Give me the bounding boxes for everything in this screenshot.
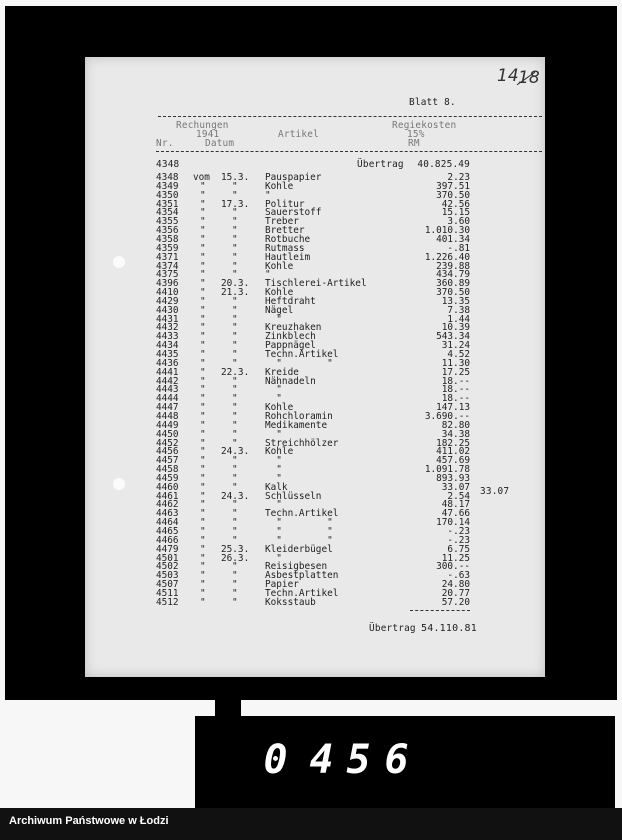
row-article: Treber [265,216,299,228]
row-article: Kohle [265,402,294,414]
row-amount: 11.25 [441,552,470,564]
film-digit: 0 [263,737,288,783]
row-nr: 4501 [156,552,179,564]
table-row [0,182,622,191]
row-nr: 4442 [156,375,179,387]
row-vom: " [200,402,206,414]
row-article: Pauspapier [265,172,322,183]
row-vom: " [200,375,206,387]
row-nr: 4375 [156,269,179,281]
row-vom: " [200,428,206,440]
row-date: " [232,189,238,201]
table-row [0,235,622,244]
row-amount: 34.38 [441,428,470,440]
table-row [0,253,622,262]
row-amount: 17.25 [441,366,470,378]
row-article: " [265,552,282,564]
film-digit: 6 [384,737,409,783]
row-article: Koksstaub [265,596,316,608]
row-date: " [232,340,238,352]
row-nr: 4458 [156,464,179,476]
table-row [0,456,622,465]
row-nr: 4460 [156,481,179,493]
row-article: Tischlerei-Artikel [265,278,367,290]
row-nr: 4351 [156,198,179,210]
table-row [0,598,622,607]
row-vom: " [200,490,206,502]
row-nr: 4410 [156,287,179,299]
row-article: Kreide [265,366,299,378]
table-row [0,279,622,288]
row-amount: 360.89 [436,278,470,290]
row-date: " [232,242,238,254]
carry-in-label: Übertrag [357,159,404,170]
row-article: Pappnägel [265,340,316,352]
row-date: " [232,349,238,360]
row-amount: 147.13 [436,402,470,414]
row-nr: 4450 [156,428,179,440]
row-vom: " [200,278,206,290]
row-date: " [232,472,238,484]
header-year: 1941 [196,129,220,140]
row-vom: " [200,189,206,201]
row-amount: 6.75 [447,543,470,555]
row-nr: 4449 [156,419,179,431]
row-date: " [232,322,238,334]
row-vom: " [200,526,206,537]
row-nr: 4434 [156,340,179,352]
row-amount: 33.07 [441,481,470,493]
table-row [0,474,622,483]
row-amount: 182.25 [436,437,470,449]
row-amount: 18.-- [441,375,470,387]
row-nr: 4452 [156,437,179,449]
row-nr: 4507 [156,579,179,591]
row-vom: " [200,587,206,599]
table-row [0,394,622,403]
row-article: Medikamente [265,419,328,431]
film-notch [215,700,241,716]
sum-rule [410,610,470,611]
row-nr: 4464 [156,517,179,529]
row-article: " " [265,534,333,546]
row-amount: -.81 [447,242,470,254]
row-article: Bretter [265,225,305,237]
row-nr: 4371 [156,251,179,263]
row-vom: " [200,216,206,228]
row-article: Streichhölzer [265,437,339,449]
row-date: " [232,402,238,414]
row-nr: 4432 [156,322,179,334]
row-date: " [232,357,238,369]
row-nr: 4374 [156,260,179,272]
table-row [0,545,622,554]
row-article: " [265,499,282,511]
row-vom: " [200,410,206,422]
row-article: " " [265,526,333,537]
row-amount: 18.-- [441,393,470,405]
row-article: Kohle [265,180,294,192]
row-date: " [232,481,238,493]
row-amount: 82.80 [441,419,470,431]
row-vom: " [200,472,206,484]
row-date: " [232,534,238,546]
row-article: Techn.Artikel [265,508,339,520]
row-amount: 18.-- [441,384,470,396]
row-vom: " [200,481,206,493]
table-row [0,447,622,456]
row-article: " [265,464,282,476]
row-nr: 4354 [156,207,179,219]
row-article: Techn.Artikel [265,587,339,599]
row-amount: 3.690.-- [424,410,470,422]
table-row [0,173,622,182]
row-nr: 4461 [156,490,179,502]
row-amount: 401.34 [436,233,470,245]
row-article: Schlüsseln [265,490,322,502]
row-amount: 1.44 [447,313,470,325]
row-nr: 4396 [156,278,179,290]
row-date: " [232,313,238,325]
row-vom: " [200,543,206,555]
row-nr: 4355 [156,216,179,228]
row-amount: 11.30 [441,357,470,369]
folio-number: 14 [497,66,519,86]
row-date: " [232,225,238,237]
row-date: " [232,410,238,422]
row-date: " [232,269,238,281]
row-vom: " [200,552,206,564]
row-vom: " [200,269,206,281]
row-article: " [265,393,282,405]
row-vom: " [200,322,206,334]
row-article: " [265,189,271,201]
table-row [0,297,622,306]
carry-out-amount: 54.110.81 [421,623,477,634]
side-note: 33.07 [480,486,510,497]
carry-in-amount: 40.825.49 [417,159,470,170]
table-row [0,306,622,315]
row-date: 24.3. [221,446,250,458]
table-row [0,421,622,430]
row-article: Rohchloramin [265,410,333,422]
row-nr: 4349 [156,180,179,192]
row-nr: 4456 [156,446,179,458]
row-date: " [232,587,238,599]
row-article: Kohle [265,446,294,458]
row-amount: 15.15 [441,207,470,219]
row-nr: 4435 [156,349,179,360]
row-vom: " [200,251,206,263]
row-article: Kreuzhaken [265,322,322,334]
row-date: 26.3. [221,552,250,564]
row-amount: 411.02 [436,446,470,458]
header-regiekosten: Regiekosten [392,120,457,131]
row-amount: 434.79 [436,269,470,281]
table-row [0,217,622,226]
row-vom: " [200,437,206,449]
table-row [0,439,622,448]
row-vom: " [200,331,206,343]
row-vom: " [200,366,206,378]
table-row [0,465,622,474]
row-vom: " [200,384,206,396]
row-amount: 1.010.30 [424,225,470,237]
row-date: " [232,304,238,316]
header-datum: Datum [205,138,235,149]
row-date: " [232,375,238,387]
row-nr: 4457 [156,455,179,467]
row-nr: 4358 [156,233,179,245]
row-article: Heftdraht [265,295,316,307]
row-article: Politur [265,198,305,210]
row-vom: " [200,570,206,582]
row-date: 22.3. [221,366,250,378]
row-vom: " [200,340,206,352]
row-amount: 2.54 [447,490,470,502]
row-date: " [232,437,238,449]
row-article: " [265,313,282,325]
row-date: " [232,596,238,608]
row-article: Techn.Artikel [265,349,339,360]
row-amount: 42.56 [441,198,470,210]
table-row [0,492,622,501]
table-row [0,385,622,394]
folio-number-struck: 18 [518,68,540,88]
row-nr: 4443 [156,384,179,396]
row-amount: -.63 [447,570,470,582]
row-amount: 300.-- [436,561,470,573]
row-amount: 48.17 [441,499,470,511]
row-date: " [232,508,238,520]
header-rechnungen: Rechungen [176,120,229,131]
row-vom: " [200,499,206,511]
row-amount: 7.38 [447,304,470,316]
row-date: 21.3. [221,287,250,299]
row-vom: " [200,561,206,573]
row-nr: 4511 [156,587,179,599]
row-date: 20.3. [221,278,250,290]
row-vom: " [200,260,206,272]
row-amount: 13.35 [441,295,470,307]
row-date: 17.3. [221,198,250,210]
row-vom: " [200,287,206,299]
row-date: " [232,260,238,272]
row-amount: 1.226.40 [424,251,470,263]
row-article: Kohle [265,260,294,272]
row-article: " [265,269,271,281]
row-vom: " [200,455,206,467]
row-date: 25.3. [221,543,250,555]
row-date: " [232,526,238,537]
row-vom: " [200,393,206,405]
header-percent: 15% [407,129,425,140]
row-nr: 4356 [156,225,179,237]
row-date: " [232,517,238,529]
row-amount: 893.93 [436,472,470,484]
row-article: Asbestplatten [265,570,339,582]
row-nr: 4429 [156,295,179,307]
blatt-label: Blatt 8. [409,97,456,108]
row-article: Kleiderbügel [265,543,333,555]
row-amount: 457.69 [436,455,470,467]
row-nr: 4503 [156,570,179,582]
row-nr: 4463 [156,508,179,520]
row-nr: 4465 [156,526,179,537]
row-nr: 4448 [156,410,179,422]
row-article: Rutmass [265,242,305,254]
row-date: " [232,207,238,219]
row-article: Nägel [265,304,294,316]
row-vom: " [200,304,206,316]
row-date: " [232,251,238,263]
row-date: " [232,384,238,396]
row-vom: " [200,596,206,608]
header-rule-top [158,116,542,117]
table-row [0,244,622,253]
carry-in-nr: 4348 [156,159,180,170]
table-row [0,359,622,368]
table-row [0,571,622,580]
row-vom: " [200,508,206,520]
row-nr: 4359 [156,242,179,254]
table-row [0,191,622,200]
row-nr: 4430 [156,304,179,316]
row-article: " " [265,357,333,369]
row-nr: 4444 [156,393,179,405]
row-article: Rotbuche [265,233,311,245]
carry-out-label: Übertrag [369,623,416,634]
table-row [0,262,622,271]
header-nr: Nr. [156,138,174,149]
row-article: Zinkblech [265,331,316,343]
row-nr: 4502 [156,561,179,573]
row-article: Sauerstoff [265,207,322,219]
row-date: " [232,331,238,343]
row-date: " [232,180,238,192]
row-nr: 4512 [156,596,179,608]
row-amount: 10.39 [441,322,470,334]
row-nr: 4462 [156,499,179,511]
row-nr: 4348 [156,172,179,183]
film-digit: 4 [309,737,334,783]
row-vom: vom [193,172,210,183]
row-vom: " [200,446,206,458]
row-date: " [232,428,238,440]
row-date: " [232,561,238,573]
header-rm: RM [408,138,420,149]
row-amount: 57.20 [441,596,470,608]
row-amount: 239.88 [436,260,470,272]
row-vom: " [200,233,206,245]
film-gap [0,700,622,716]
row-date: 24.3. [221,490,250,502]
row-article: Kalk [265,481,288,493]
row-article: " [265,472,282,484]
table-row [0,226,622,235]
row-article: Kohle [265,287,294,299]
row-article: " [265,428,282,440]
table-row [0,208,622,217]
row-vom: " [200,295,206,307]
row-date: " [232,295,238,307]
row-nr: 4447 [156,402,179,414]
header-artikel: Artikel [278,129,319,140]
row-nr: 4441 [156,366,179,378]
row-nr: 4436 [156,357,179,369]
row-article: " [265,455,282,467]
row-amount: 397.51 [436,180,470,192]
row-amount: 2.23 [447,172,470,183]
row-date: " [232,419,238,431]
row-date: " [232,455,238,467]
row-vom: " [200,357,206,369]
row-date: " [232,216,238,228]
film-digit: 5 [346,737,371,783]
row-amount: 3.60 [447,216,470,228]
header-rule-bottom [156,151,542,152]
row-nr: 4479 [156,543,179,555]
row-vom: " [200,242,206,254]
row-article: " [265,384,282,396]
row-nr: 4431 [156,313,179,325]
row-nr: 4459 [156,472,179,484]
row-vom: " [200,313,206,325]
row-date: 15.3. [221,172,250,183]
row-vom: " [200,180,206,192]
row-nr: 4433 [156,331,179,343]
row-article: Reisigbesen [265,561,328,573]
row-amount: 47.66 [441,508,470,520]
row-article: Papier [265,579,299,591]
row-amount: 20.77 [441,587,470,599]
row-amount: 170.14 [436,517,470,529]
archive-name: Archiwum Państwowe w Łodzi [9,815,169,827]
row-amount: 543.34 [436,331,470,343]
row-vom: " [200,207,206,219]
row-date: " [232,233,238,245]
row-vom: " [200,534,206,546]
row-nr: 4466 [156,534,179,546]
row-vom: " [200,225,206,237]
row-vom: " [200,419,206,431]
row-article: Nähnadeln [265,375,316,387]
row-date: " [232,570,238,582]
row-date: " [232,393,238,405]
row-date: " [232,464,238,476]
row-vom: " [200,517,206,529]
row-amount: 31.24 [441,340,470,352]
row-date: " [232,579,238,591]
row-amount: 370.50 [436,287,470,299]
row-article: " " [265,517,333,529]
row-date: " [232,499,238,511]
row-vom: " [200,579,206,591]
row-article: Hautleim [265,251,311,263]
row-vom: " [200,349,206,360]
row-amount: 24.80 [441,579,470,591]
row-amount: 370.50 [436,189,470,201]
row-amount: 4.52 [447,349,470,360]
row-amount: 1.091.78 [424,464,470,476]
table-row [0,377,622,386]
row-vom: " [200,464,206,476]
row-nr: 4350 [156,189,179,201]
row-vom: " [200,198,206,210]
row-amount: -.23 [447,534,470,546]
row-amount: -.23 [447,526,470,537]
